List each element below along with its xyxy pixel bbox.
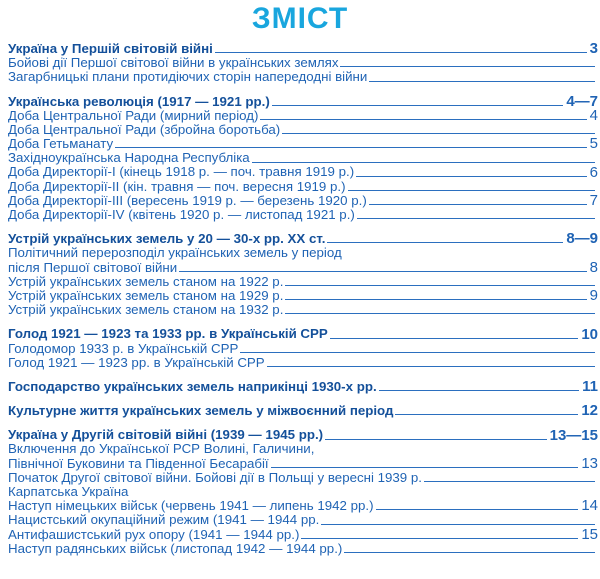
toc-heading[interactable] [8, 380, 598, 394]
toc-entry-text: Українська революція (1917 — 1921 рр.) [8, 93, 270, 109]
toc-entry[interactable] [8, 443, 598, 457]
leader-line [330, 338, 579, 339]
toc-entry[interactable] [8, 208, 598, 222]
leader-line [424, 481, 595, 482]
toc-entry-text: Початок Другої світової війни. Бойові дії в Польщі у вересні 1939 р. [8, 469, 422, 485]
leader-line [376, 509, 579, 510]
page-number: 5 [589, 135, 598, 153]
toc-entry[interactable] [8, 499, 598, 513]
leader-line [369, 204, 587, 205]
leader-line [272, 105, 564, 106]
toc-entry-text: Доба Гетьманату [8, 136, 114, 152]
toc-section [8, 327, 598, 370]
leader-line [395, 414, 578, 415]
leader-line [285, 313, 595, 314]
page-number: 4 [589, 106, 598, 124]
leader-line [325, 439, 547, 440]
toc-entry-text: Устрій українських земель станом на 1922 р. [8, 273, 284, 289]
toc-entry-text: Голод 1921 — 1923 рр. в Українській СРР [8, 354, 265, 370]
toc-entry-text: Доба Директорії-IV (квітень 1920 р. — листопад 1921 р.) [8, 207, 355, 223]
toc-entry[interactable] [8, 258, 598, 276]
page-number: 8 [589, 258, 598, 276]
page-title: ЗМІСТ [251, 2, 349, 35]
table-of-contents [8, 42, 598, 566]
toc-entry-text: Господарство українських земель наприкінці 1930-х рр. [8, 378, 377, 394]
toc-entry[interactable] [8, 525, 598, 543]
leader-line [215, 52, 587, 53]
leader-line [285, 299, 586, 300]
leader-line [240, 352, 595, 353]
toc-entry-text: Культурне життя українських земель у міжвоєнний період [8, 403, 394, 419]
toc-entry-text: Устрій українських земель станом на 1929 р. [8, 287, 284, 303]
toc-entry-text: Україна у Другій світовій війні (1939 — 1945 рр.) [8, 427, 324, 443]
leader-line [369, 81, 595, 82]
toc-entry[interactable] [8, 163, 598, 181]
toc-entry[interactable] [8, 123, 598, 137]
toc-entry-text: Загарбницькі плани протидіючих сторін напередодні війни [8, 69, 368, 85]
toc-heading[interactable] [8, 428, 598, 442]
toc-entry[interactable] [8, 542, 598, 556]
page-number: 13—15 [549, 426, 598, 444]
leader-line [271, 467, 579, 468]
toc-heading[interactable] [8, 92, 598, 110]
leader-line [179, 271, 586, 272]
toc-heading[interactable] [8, 42, 598, 56]
toc-entry[interactable] [8, 289, 598, 303]
toc-entry-text: Північної Буковини та Південної Бесарабії [8, 455, 269, 471]
page-number: 11 [582, 378, 598, 396]
toc-entry-text: Бойові дії Першої світової війни в українських землях [8, 55, 339, 71]
leader-line [356, 176, 587, 177]
leader-line [115, 147, 587, 148]
page-number: 7 [589, 192, 598, 210]
toc-entry-text: Нацистський окупаційний режим (1941 — 1944 рр. [8, 512, 320, 528]
leader-line [267, 366, 595, 367]
page-number: 12 [581, 402, 598, 420]
toc-entry[interactable] [8, 180, 598, 194]
toc-section [8, 380, 598, 394]
toc-entry[interactable] [8, 303, 598, 317]
toc-entry[interactable] [8, 246, 598, 260]
leader-line [344, 552, 595, 553]
toc-entry-text: Україна у Першій світовій війні [8, 40, 213, 56]
toc-section [8, 92, 598, 223]
toc-entry-text: Західноукраїнська Народна Республіка [8, 150, 250, 166]
leader-line [260, 119, 586, 120]
toc-entry[interactable] [8, 485, 598, 499]
leader-line [357, 218, 595, 219]
toc-entry-text: Голодомор 1933 р. в Українській СРР [8, 340, 239, 356]
page-number: 6 [589, 163, 598, 181]
toc-entry[interactable] [8, 471, 598, 485]
page-number: 4—7 [566, 92, 598, 110]
page-number: 14 [581, 497, 598, 515]
toc-entry-text: Доба Директорії-ІІІ (вересень 1919 р. — березень 1920 р.) [8, 192, 367, 208]
toc-entry-text: Устрій українських земель у 20 — 30-х рр. ХХ ст. [8, 231, 326, 247]
toc-entry-text: Голод 1921 — 1923 та 1933 рр. в Українській СРР [8, 326, 328, 342]
toc-entry[interactable] [8, 275, 598, 289]
leader-line [348, 190, 595, 191]
toc-entry[interactable] [8, 70, 598, 84]
toc-heading[interactable] [8, 404, 598, 418]
toc-entry-text: Включення до Української РСР Волині, Галичини, [8, 441, 315, 457]
toc-entry-text: Наступ радянських військ (листопад 1942 — 1944 рр.) [8, 540, 343, 556]
leader-line [282, 133, 595, 134]
toc-entry-text: Карпатська Україна [8, 484, 129, 500]
leader-line [301, 538, 578, 539]
toc-entry[interactable] [8, 137, 598, 151]
toc-entry-text: Політичний перерозподіл українських земель у період [8, 245, 342, 261]
toc-section [8, 42, 598, 85]
page-number: 10 [581, 325, 598, 343]
toc-entry-text: Доба Центральної Ради (збройна боротьба) [8, 121, 281, 137]
leader-line [327, 242, 563, 243]
toc-entry-text: після Першої світової війни [8, 259, 178, 275]
page-number: 15 [581, 525, 598, 543]
toc-section [8, 404, 598, 418]
leader-line [252, 162, 595, 163]
toc-entry-text: Доба Центральної Ради (мирний період) [8, 107, 259, 123]
page-number: 9 [589, 287, 598, 305]
toc-entry[interactable] [8, 106, 598, 124]
toc-entry[interactable] [8, 454, 598, 472]
leader-line [285, 285, 595, 286]
leader-line [379, 390, 580, 391]
leader-line [340, 66, 595, 67]
toc-section [8, 232, 598, 317]
toc-entry-text: Наступ німецьких військ (червень 1941 — липень 1942 рр.) [8, 498, 374, 514]
toc-entry[interactable] [8, 513, 598, 527]
toc-entry[interactable] [8, 356, 598, 370]
toc-entry-text: Антифашистський рух опору (1941 — 1944 рр.) [8, 526, 300, 542]
page-number: 8—9 [566, 230, 598, 248]
leader-line [321, 524, 595, 525]
toc-heading[interactable] [8, 327, 598, 341]
toc-entry[interactable] [8, 342, 598, 356]
toc-heading[interactable] [8, 232, 598, 246]
toc-section [8, 428, 598, 556]
toc-entry-text: Доба Директорії-І (кінець 1918 р. — поч. травня 1919 р.) [8, 164, 355, 180]
toc-entry[interactable] [8, 194, 598, 208]
toc-entry[interactable] [8, 151, 598, 165]
toc-entry[interactable] [8, 56, 598, 70]
page-number: 13 [581, 454, 598, 472]
toc-entry-text: Доба Директорії-ІІ (кін. травня — поч. вересня 1919 р.) [8, 178, 346, 194]
page-number: 3 [589, 40, 598, 58]
toc-entry-text: Устрій українських земель станом на 1932 р. [8, 302, 284, 318]
